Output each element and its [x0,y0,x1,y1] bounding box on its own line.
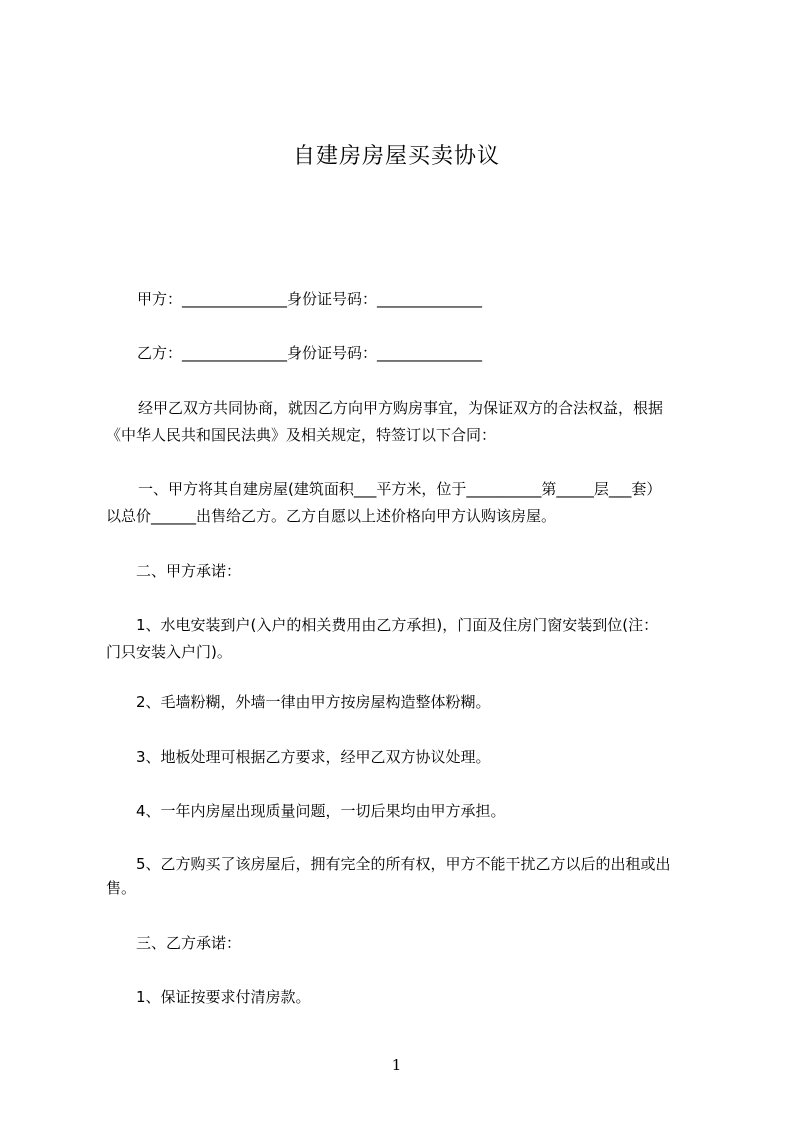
section2-heading: 二、甲方承诺： [136,562,242,580]
section2-item5-line-1: 5、乙方购买了该房屋后，拥有完全的所有权，甲方不能干扰乙方以后的出租或出 [136,855,671,873]
preamble-line-2: 《中华人民共和国民法典》及相关规定，特签订以下合同： [106,426,497,444]
section1-line-1: 一、甲方将其自建房屋(建筑面积___平方米，位于__________第_____层___套） [138,480,662,498]
page-number: 1 [391,1056,402,1074]
party-a-label: 甲方： [137,290,183,308]
document-title: 自建房房屋买卖协议 [292,144,500,169]
section2-item5-line-2: 售。 [106,879,137,897]
section3-heading: 三、乙方承诺： [136,934,242,952]
section2-item4: 4、一年内房屋出现质量问题，一切后果均由甲方承担。 [136,802,506,820]
party-b-id-blank: ______________ [377,344,483,362]
section2-item1-line-2: 门只安装入户门)。 [106,643,232,661]
party-a-line [137,288,482,310]
party-a-id-label: 身份证号码： [287,290,378,308]
section2-item3: 3、地板处理可根据乙方要求，经甲乙双方协议处理。 [136,748,491,766]
party-b-id-label: 身份证号码： [287,344,378,362]
section2-item1-line-1: 1、水电安装到户(入户的相关费用由乙方承担)，门面及住房门窗安装到位(注： [136,616,659,634]
preamble-line-1: 经甲乙双方共同协商，就因乙方向甲方购房事宜，为保证双方的合法权益，根据 [138,399,664,417]
section2-item2: 2、毛墙粉糊，外墙一律由甲方按房屋构造整体粉糊。 [136,693,491,711]
section1-line-2: 以总价______出售给乙方。乙方自愿以上述价格向甲方认购该房屋。 [106,507,557,525]
party-a-name-blank: ______________ [182,290,288,308]
section3-item1: 1、保证按要求付清房款。 [136,988,311,1006]
party-b-name-blank: ______________ [182,344,288,362]
party-a-id-blank: ______________ [377,290,483,308]
party-b-label: 乙方： [137,344,183,362]
party-b-line [137,342,482,364]
